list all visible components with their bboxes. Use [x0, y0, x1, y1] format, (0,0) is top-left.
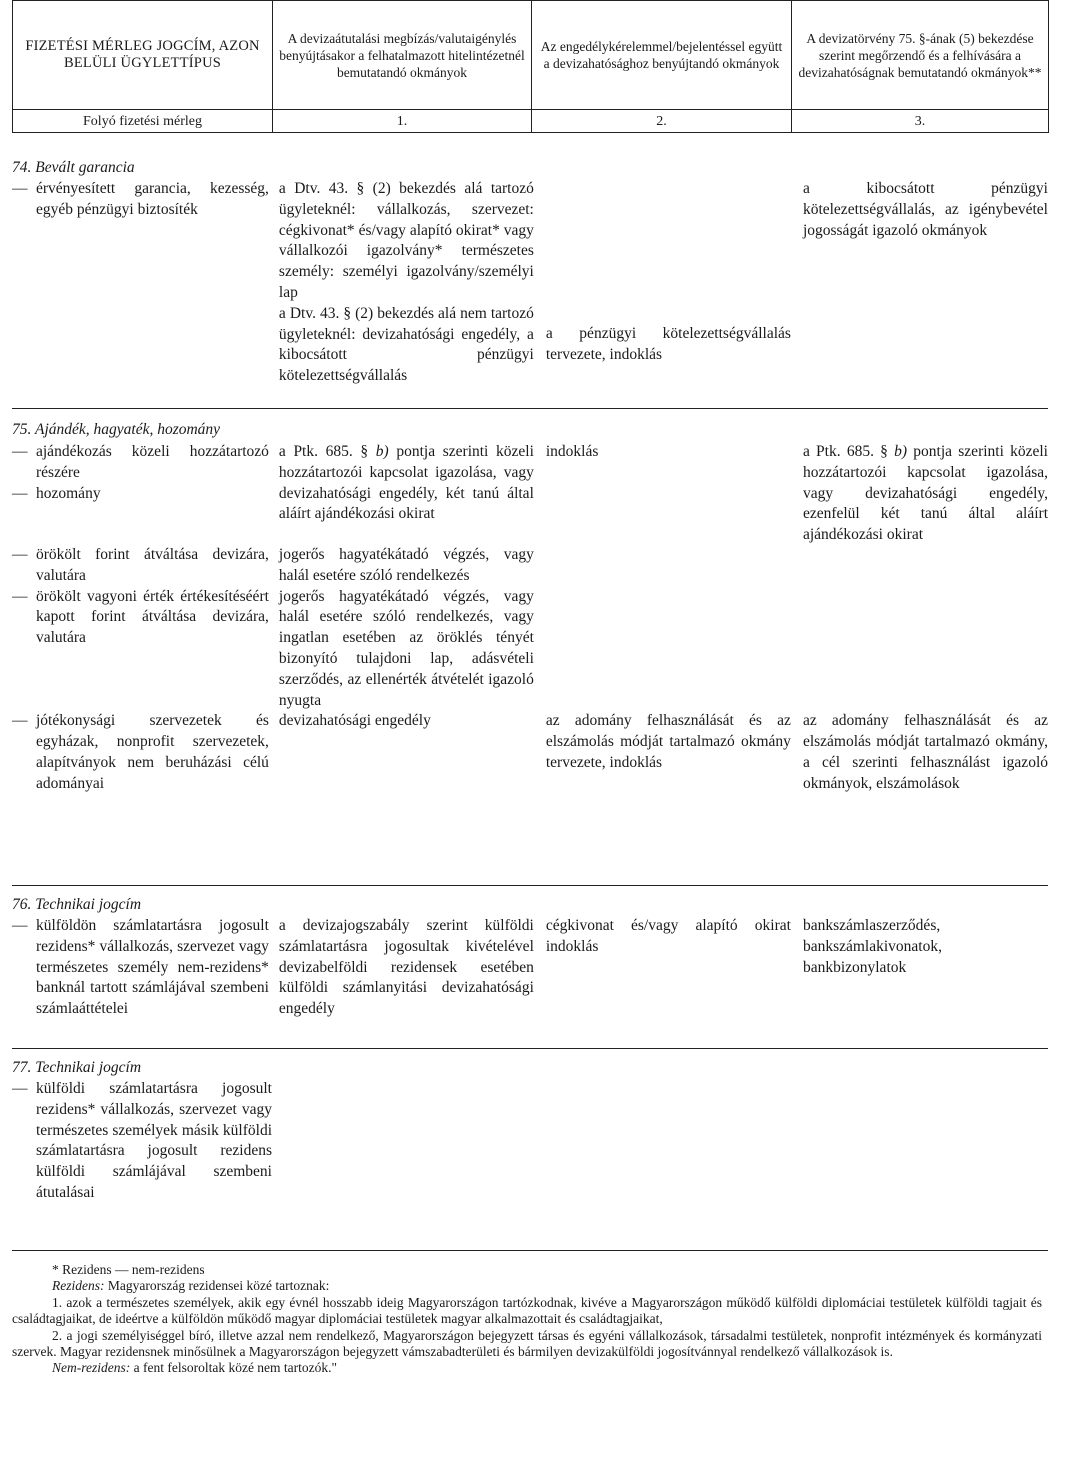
- s75-row1-col4: a Ptk. 685. § b) pontja szerinti közeli hozzátartozói kapcsolat igazolása, vagy devizahatósági engedély, ezenfelül két tanú által aláírt ajándékozási okirat: [802, 443, 1048, 544]
- section-74-title: 74. Bevált garancia: [12, 159, 135, 176]
- s75-row4-col4: az adomány felhasználását és az elszámolás módját tartalmazó okmány, a cél szerinti felhasználást igazoló okmányok, elszámolások: [802, 712, 1048, 792]
- header-num4: 3.: [792, 110, 1049, 133]
- s75-row1-col2: a Ptk. 685. § b) pontja szerinti közeli hozzátartozói kapcsolat igazolása, vagy devizahatósági engedély, két tanú által aláírt ajándékozási okirat: [278, 443, 534, 523]
- header-col2: A devizaátutalási megbízás/valutaigénylés benyújtásakor a felhatalmazott hitelintézetnél bemutatandó okmányok: [273, 1, 532, 110]
- list-item: — örökölt forint átváltása devizára, valutára: [12, 545, 269, 584]
- footnote-point-1: 1. azok a természetes személyek, akik egy évnél hosszabb ideig Magyarországon tartózkodnak, kivéve a Magyarországon működő külföldi diplomáciai testületek külföldi tagjait és családtagjaikat, de ideértve a külföldön működő magyar diplomáciai testületek magyar alkalmazottait és családtagjaikat,: [12, 1294, 1042, 1327]
- list-item: — külföldön számlatartásra jogosult rezidens* vállalkozás, szervezet vagy természetes személy nem-rezidens* banknál tartott számlájával szembeni számlaáttételei: [12, 917, 269, 1018]
- header-table: [12, 0, 1049, 133]
- header-num2: 1.: [273, 110, 532, 133]
- list-item: — örökölt vagyoni érték értékesítéséért kapott forint átváltása devizára, valutára: [12, 587, 269, 647]
- footnotes: [12, 1262, 1042, 1377]
- footnote-rezidens-heading: * Rezidens — nem-rezidens: [52, 1262, 205, 1277]
- list-item: — hozomány: [12, 484, 101, 502]
- footnote-rezidens-def: Rezidens: Magyarország rezidensei közé tartoznak:: [52, 1278, 330, 1294]
- list-item: — külföldi számlatartásra jogosult rezidens* vállalkozás, szervezet vagy természetes személyek másik külföldi számlatartásra jogosult rezidens külföldi számlájával szembeni átutalásai: [12, 1080, 272, 1201]
- s75-row1-col3: indoklás: [545, 443, 599, 460]
- header-col3: Az engedélykérelemmel/bejelentéssel együtt a devizahatósághoz benyújtandó okmányok: [532, 1, 792, 110]
- s76-col3: cégkivonat és/vagy alapító okirat indoklás: [545, 917, 791, 955]
- s75-row4-col3: az adomány felhasználását és az elszámolás módját tartalmazó okmány tervezete, indoklás: [545, 712, 791, 771]
- section-77: [12, 1049, 1048, 1204]
- list-item: — ajándékozás közeli hozzátartozó részére: [12, 443, 269, 481]
- s75-row4-col2: devizahatósági engedély: [278, 712, 431, 730]
- section-75-title: 75. Ajándék, hagyaték, hozomány: [12, 421, 221, 438]
- footnote-separator: [12, 1250, 1048, 1251]
- s74-col2-part2: a Dtv. 43. § (2) bekezdés alá nem tartozó ügyleteknél: devizahatósági engedély, a kibocsátott pénzügyi kötelezettségvállalás: [278, 304, 534, 385]
- document-page: [12, 0, 1048, 1204]
- s74-col4: a kibocsátott pénzügyi kötelezettségvállalás, az igénybevétel jogosságát igazoló okmányok: [802, 180, 1048, 239]
- header-num1: Folyó fizetési mérleg: [13, 110, 273, 133]
- list-item: — jótékonysági szervezetek és egyházak, nonprofit szervezetek, alapítványok nem beruházási célú adományai: [12, 712, 269, 792]
- s76-col2: a devizajogszabály szerint külföldi számlatartásra jogosultak kivételével devizabelföldi rezidensek esetében külföldi számlanyitási devizahatósági engedély: [278, 917, 534, 1018]
- s76-col4: bankszámlaszerződés, bankszámlakivonatok, bankbizonylatok: [802, 917, 942, 976]
- s74-col2-part1: a Dtv. 43. § (2) bekezdés alá tartozó ügyleteknél: vállalkozás, szervezet: cégkivonat* és/vagy alapító okirat* vagy vállalkozói igazolvány* természetes személy: személyi igazolvány/személyi lap: [278, 180, 534, 301]
- section-74: [12, 133, 1048, 409]
- header-num3: 2.: [532, 110, 792, 133]
- section-76: [12, 886, 1048, 1049]
- footnote-nem-rezidens: Nem-rezidens: a fent felsoroltak közé nem tartozók.": [52, 1360, 338, 1376]
- footnote-point-2: 2. a jogi személyiséggel bíró, illetve azzal nem rendelkező, Magyarországon bejegyzett társas és egyéni vállalkozások, társadalmi testületek, nonprofit intézmények és kormányzati szervek. Magyar rezidensnek minősülnek a Magyarországon bejegyzett vámszabadterületi és bármilyen devizakülföldi jogosítvánnyal rendelkező vállalkozások is.: [12, 1327, 1042, 1360]
- s74-col3: a pénzügyi kötelezettségvállalás tervezete, indoklás: [545, 325, 791, 363]
- section-75: [12, 409, 1048, 886]
- header-col4: A devizatörvény 75. §-ának (5) bekezdése szerint megőrzendő és a felhívására a devizahatóságnak bemutatandó okmányok**: [792, 1, 1049, 110]
- list-item: — érvényesített garancia, kezesség, egyéb pénzügyi biztosíték: [12, 180, 269, 218]
- s75-row3-col2: jogerős hagyatékátadó végzés, vagy halál esetére szóló rendelkezés, vagy ingatlan esetében az öröklés tényét bizonyító tulajdoni lap, adásvételi szerződés, az ellenérték átvételét igazoló nyugta: [278, 587, 534, 709]
- section-76-title: 76. Technikai jogcím: [12, 896, 142, 913]
- header-col1: FIZETÉSI MÉRLEG JOGCÍM, AZON BELÜLI ÜGYLETTÍPUS: [13, 1, 273, 110]
- s75-row2-col2: jogerős hagyatékátadó végzés, vagy halál esetére szóló rendelkezés: [278, 545, 534, 584]
- section-77-title: 77. Technikai jogcím: [12, 1059, 142, 1076]
